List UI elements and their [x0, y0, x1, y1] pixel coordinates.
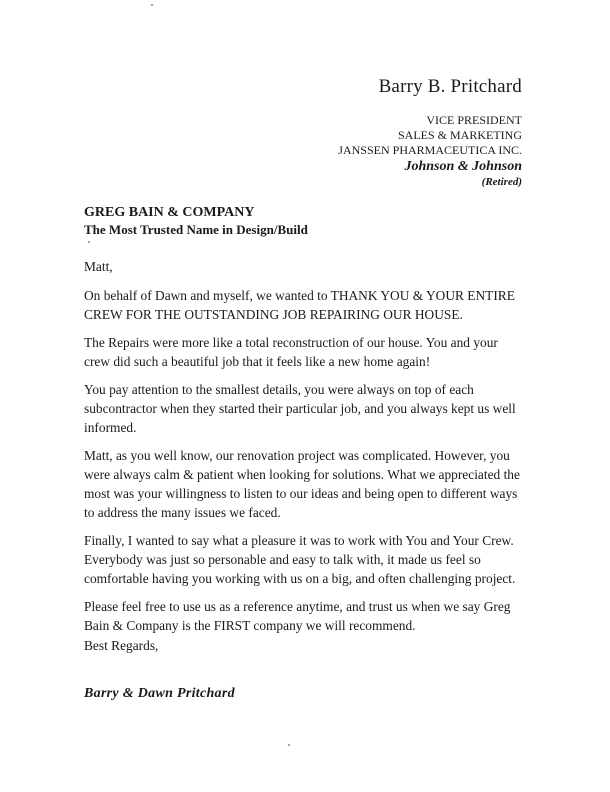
body-paragraph: On behalf of Dawn and myself, we wanted to THANK YOU & YOUR ENTIRE CREW FOR THE OUTSTANDING JOB REPAIRING OUR HOUSE.	[84, 288, 515, 322]
letterhead-company: Johnson & Johnson	[404, 159, 522, 174]
body-paragraph: The Repairs were more like a total reconstruction of our house. You and your crew did such a beautiful job that it feels like a new home again!	[84, 335, 498, 369]
scan-speck	[151, 4, 153, 6]
letterhead-name: Barry B. Pritchard	[378, 76, 522, 97]
letterhead-details	[338, 113, 522, 190]
scan-speck	[288, 744, 290, 746]
letterhead-title-line: SALES & MARKETING	[397, 128, 522, 142]
body-paragraph: You pay attention to the smallest details, you were always on top of each subcontractor when they started their particular job, and you always kept us well informed.	[84, 382, 516, 435]
salutation: Matt,	[84, 259, 113, 274]
letterhead-title-line: VICE PRESIDENT	[426, 113, 522, 127]
letterhead-status: (Retired)	[481, 176, 522, 188]
body-paragraph: Please feel free to use us as a reference anytime, and trust us when we say Greg Bain & Company is the FIRST company we will recommend.	[84, 599, 511, 633]
closing: Best Regards,	[84, 638, 159, 653]
signature: Barry & Dawn Pritchard	[84, 686, 235, 701]
body-paragraph: Finally, I wanted to say what a pleasure it was to work with You and Your Crew. Everybody was just so personable and easy to talk with, it made us feel so comfortable having you working with us on a big, and often challenging project.	[84, 533, 516, 586]
recipient-tagline: The Most Trusted Name in Design/Build	[84, 222, 308, 237]
letterhead-title-line: JANSSEN PHARMACEUTICA INC.	[338, 143, 522, 157]
recipient-block	[84, 204, 308, 238]
scan-speck	[88, 241, 90, 243]
recipient-company: GREG BAIN & COMPANY	[84, 205, 255, 220]
body-paragraph: Matt, as you well know, our renovation project was complicated. However, you were always calm & patient when looking for solutions. What we appreciated the most was your willingness to listen to our ideas and being open to different ways to address the many issues we faced.	[84, 448, 520, 520]
letter-body	[84, 257, 524, 644]
